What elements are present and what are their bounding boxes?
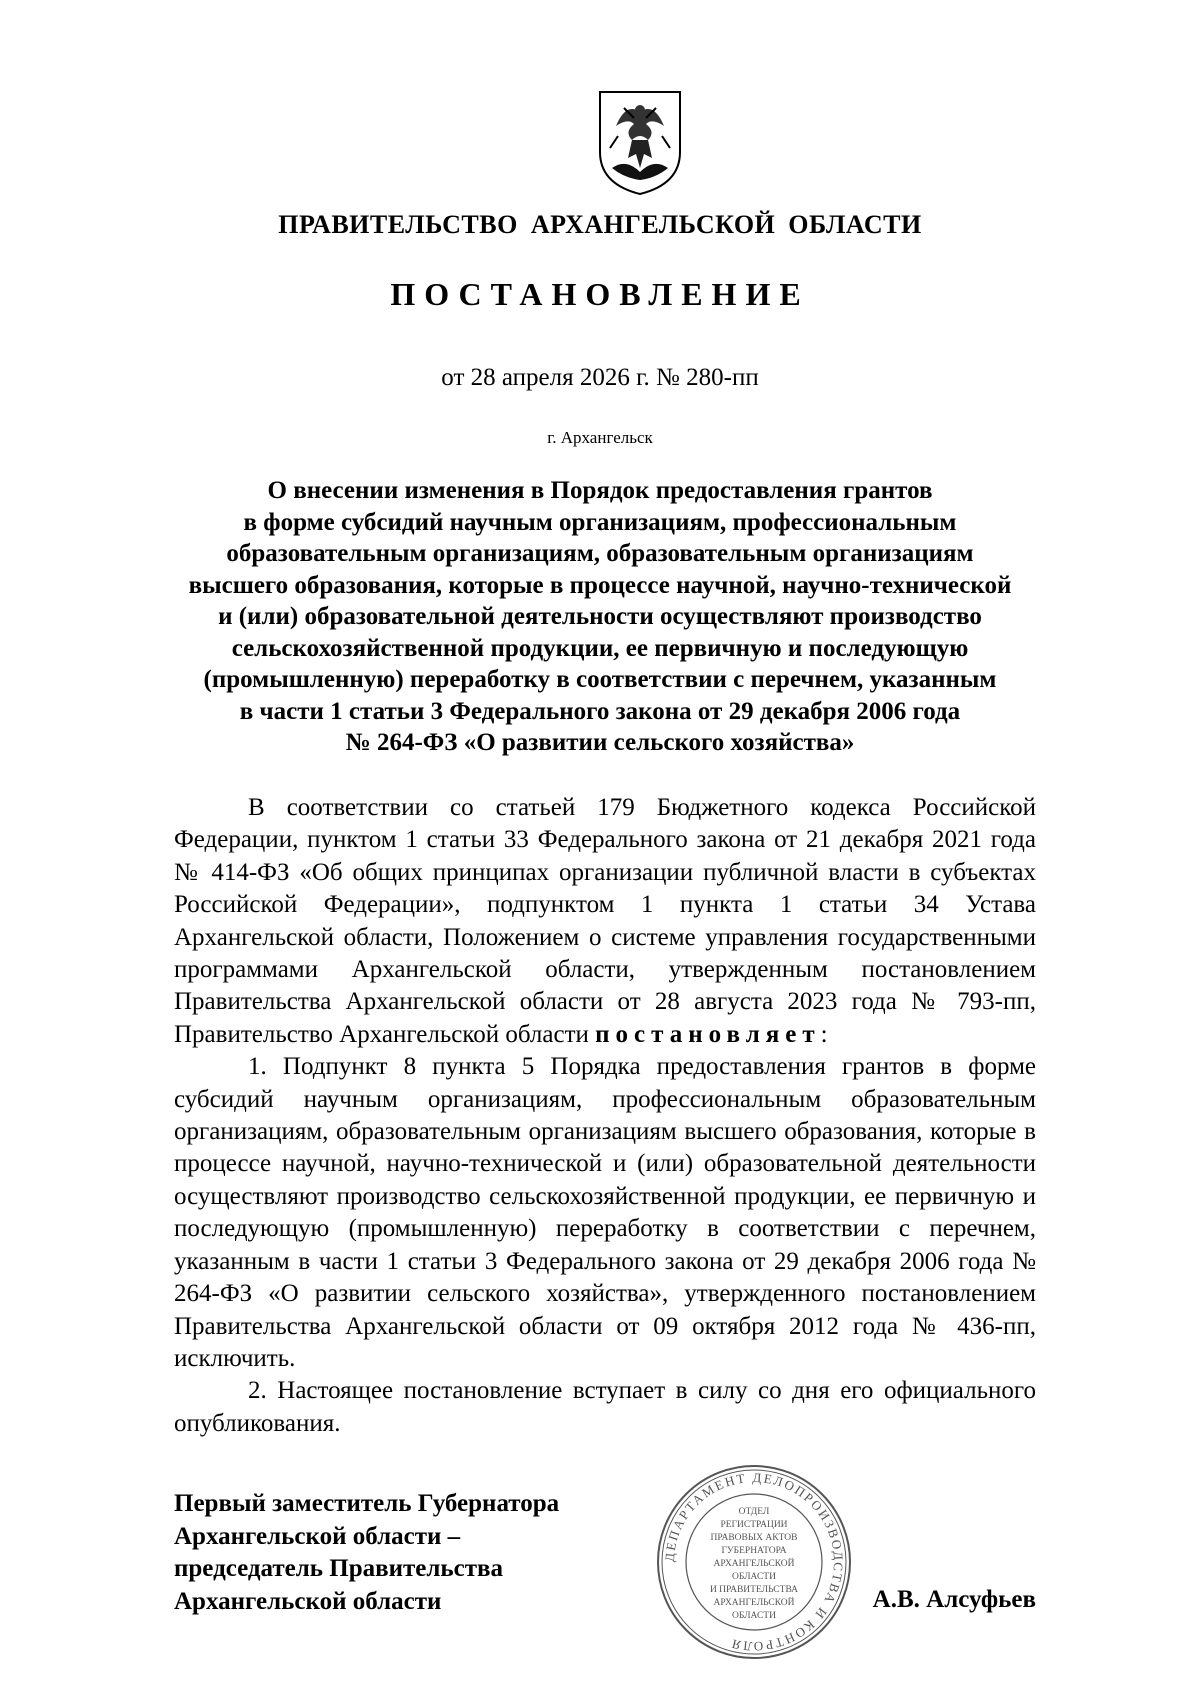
stamp-line: ОБЛАСТИ (732, 1572, 776, 1582)
title-line: в части 1 статьи 3 Федерального закона от 29 декабря 2006 года (239, 697, 961, 725)
title-line: высшего образования, которые в процессе научной, научно-технической (188, 571, 1012, 599)
official-stamp (654, 1462, 854, 1662)
stamp-line: И ПРАВИТЕЛЬСТВА (709, 1585, 799, 1595)
title-line: в форме субсидий научным организациям, профессиональным (243, 508, 957, 536)
document-type: ПОСТАНОВЛЕНИЕ (390, 276, 810, 312)
signatory-position (174, 1488, 634, 1618)
resolves-word: постановляет (595, 1020, 821, 1048)
position-line: председатель Правительства (174, 1555, 504, 1582)
title-line: образовательным организациям, образовательным организациям (226, 540, 974, 567)
stamp-ring-text: ДЕПАРТАМЕНТ ДЕЛОПРОИЗВОДСТВА И КОНТРОЛЯ (661, 1469, 847, 1655)
coat-of-arms-icon (596, 88, 684, 198)
stamp-line: АРХАНГЕЛЬСКОЙ (713, 1598, 795, 1608)
preamble-text: В соответствии со статьей 179 Бюджетного кодекса Российской Федерации, пунктом 1 статьи 33 Федерального закона от 21 декабря 2021 года № 414-ФЗ «Об общих принципах организации публичной власти в субъектах Российской Федерации», подпунктом 1 пункта 1 статьи 34 Устава Архангельской области, Положением о системе управления государственными программами Архангельской области, утвержденным постановлением Правительства Архангельской области от 28 августа 2023 года № 793-пп, Правительство Архангельской области (174, 794, 1036, 1048)
stamp-line: ОБЛАСТИ (732, 1611, 776, 1621)
city: г. Архангельск (547, 428, 653, 447)
position-line: Первый заместитель Губернатора (174, 1490, 560, 1517)
title-line: и (или) образовательной деятельности осуществляют производство (218, 603, 982, 630)
document-title (150, 475, 1050, 759)
government-name: ПРАВИТЕЛЬСТВО АРХАНГЕЛЬСКОЙ ОБЛАСТИ (278, 210, 922, 239)
item-2-paragraph: 2. Настоящее постановление вступает в силу со дня его официального опубликования. (174, 1377, 1036, 1437)
stamp-line: РЕГИСТРАЦИИ (720, 1520, 788, 1530)
signatory-name: А.В. Алсуфьев (872, 1586, 1036, 1613)
resolves-colon: : (820, 1020, 828, 1048)
title-line: сельскохозяйственной продукции, ее первичную и последующую (231, 634, 969, 662)
stamp-line: АРХАНГЕЛЬСКОЙ (713, 1559, 795, 1569)
position-line: Архангельской области (174, 1587, 442, 1615)
position-line: Архангельской области – (174, 1522, 461, 1550)
preamble-paragraph (174, 792, 1036, 1051)
stamp-line: ГУБЕРНАТОРА (721, 1546, 787, 1556)
title-line: (промышленную) переработку в соответствии с перечнем, указанным (203, 666, 997, 693)
document-body (174, 792, 1036, 1440)
title-line: О внесении изменения в Порядок предоставления грантов (267, 477, 933, 504)
date-and-number: от 28 апреля 2026 г. № 280-пп (441, 364, 759, 391)
stamp-line: ОТДЕЛ (738, 1507, 770, 1517)
title-line: № 264-ФЗ «О развитии сельского хозяйства» (345, 729, 855, 756)
item-1-paragraph: 1. Подпункт 8 пункта 5 Порядка предоставления грантов в форме субсидий научным организациям, профессиональным образовательным организациям, образовательным организациям высшего образования, которые в процессе научной, научно-технической и (или) образовательной деятельности осуществляют производство сельскохозяйственной продукции, ее первичную и последующую (промышленную) переработку в соответствии с перечнем, указанным в части 1 статьи 3 Федерального закона от 29 декабря 2006 года № 264-ФЗ «О развитии сельского хозяйства», утвержденного постановлением Правительства Архангельской области от 09 октября 2012 года № 436-пп, исключить. (174, 1053, 1036, 1372)
stamp-line: ПРАВОВЫХ АКТОВ (710, 1533, 798, 1543)
